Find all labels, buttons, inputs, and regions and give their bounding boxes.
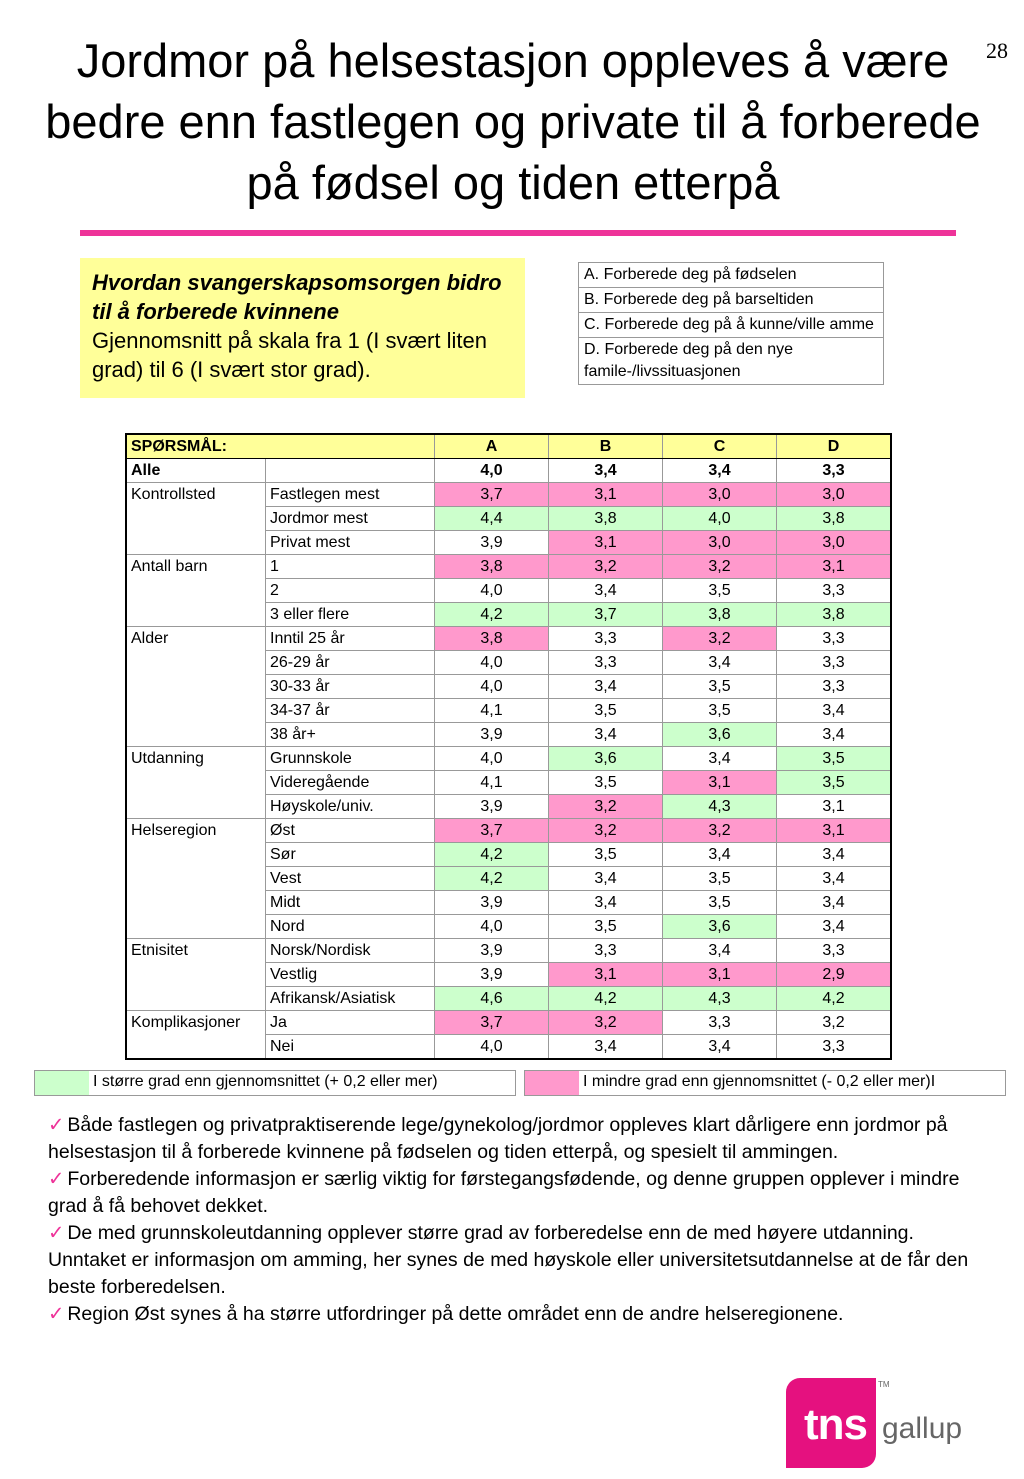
value-a: 4,0 xyxy=(435,651,549,675)
row-group xyxy=(126,675,266,699)
value-a: 4,0 xyxy=(435,675,549,699)
value-a: 3,9 xyxy=(435,531,549,555)
value-d: 3,8 xyxy=(777,507,892,531)
value-a: 3,7 xyxy=(435,819,549,843)
row-subgroup: Nei xyxy=(266,1035,435,1060)
definition-c: C. Forberede deg på å kunne/ville amme xyxy=(579,313,884,338)
value-d: 3,1 xyxy=(777,819,892,843)
value-c: 3,1 xyxy=(663,963,777,987)
value-d: 3,3 xyxy=(777,1035,892,1060)
value-b: 3,7 xyxy=(549,603,663,627)
table-header-row xyxy=(126,434,891,459)
value-b: 3,5 xyxy=(549,915,663,939)
value-a: 3,8 xyxy=(435,627,549,651)
table-row xyxy=(126,819,891,843)
value-d: 3,4 xyxy=(777,723,892,747)
table-row xyxy=(126,651,891,675)
logo-brand: tns xyxy=(804,1400,867,1449)
check-icon: ✓ xyxy=(48,1114,65,1136)
header-b: B xyxy=(549,434,663,459)
value-a: 4,0 xyxy=(435,579,549,603)
value-d: 2,9 xyxy=(777,963,892,987)
row-subgroup: Vestlig xyxy=(266,963,435,987)
row-group xyxy=(126,699,266,723)
bullet-item xyxy=(48,1112,988,1166)
row-group xyxy=(126,867,266,891)
value-c: 3,2 xyxy=(663,819,777,843)
row-group xyxy=(126,507,266,531)
value-a: 4,4 xyxy=(435,507,549,531)
value-a: 4,2 xyxy=(435,603,549,627)
title-divider xyxy=(80,230,956,236)
value-b: 3,2 xyxy=(549,819,663,843)
bullet-list xyxy=(48,1112,988,1328)
value-a: 4,2 xyxy=(435,843,549,867)
header-a: A xyxy=(435,434,549,459)
value-c: 3,8 xyxy=(663,603,777,627)
row-subgroup: Videregående xyxy=(266,771,435,795)
value-c: 3,0 xyxy=(663,483,777,507)
row-group xyxy=(126,915,266,939)
row-group: Utdanning xyxy=(126,747,266,771)
row-group: Etnisitet xyxy=(126,939,266,963)
value-b: 3,1 xyxy=(549,963,663,987)
bullet-item xyxy=(48,1166,988,1220)
check-icon: ✓ xyxy=(48,1168,65,1190)
value-c: 3,5 xyxy=(663,675,777,699)
table-row xyxy=(126,603,891,627)
value-a: 3,9 xyxy=(435,963,549,987)
value-d: 3,3 xyxy=(777,651,892,675)
table-row xyxy=(126,1035,891,1060)
results-table xyxy=(125,433,892,1060)
bullet-text: Både fastlegen og privatpraktiserende lege/gynekolog/jordmor oppleves klart dårligere enn jordmor på helsestasjon til å forberede kvinnene på fødselen og tiden etterpå, og spesielt til ammingen. xyxy=(48,1114,948,1163)
value-b: 3,4 xyxy=(549,867,663,891)
value-b: 3,1 xyxy=(549,483,663,507)
value-b: 3,3 xyxy=(549,627,663,651)
legend-pink-item xyxy=(524,1070,1006,1096)
value-c: 3,2 xyxy=(663,555,777,579)
row-group xyxy=(126,531,266,555)
value-b: 4,2 xyxy=(549,987,663,1011)
question-subtitle: Gjennomsnitt på skala fra 1 (I svært liten grad) til 6 (I svært stor grad). xyxy=(92,328,487,382)
all-label: Alle xyxy=(126,459,266,483)
value-c: 4,3 xyxy=(663,795,777,819)
table-row xyxy=(126,891,891,915)
row-subgroup: Jordmor mest xyxy=(266,507,435,531)
row-group xyxy=(126,963,266,987)
row-group xyxy=(126,795,266,819)
logo-trademark: TM xyxy=(878,1380,890,1389)
value-c: 3,3 xyxy=(663,1011,777,1035)
legend-green-swatch xyxy=(35,1071,89,1095)
value-c: 3,4 xyxy=(663,747,777,771)
table-row xyxy=(126,747,891,771)
value-b: 3,2 xyxy=(549,1011,663,1035)
value-a: 4,6 xyxy=(435,987,549,1011)
table-row xyxy=(126,579,891,603)
table-row xyxy=(126,555,891,579)
value-a: 3,8 xyxy=(435,555,549,579)
row-group xyxy=(126,771,266,795)
question-box xyxy=(80,258,525,398)
row-group xyxy=(126,723,266,747)
value-b: 3,2 xyxy=(549,795,663,819)
table-row xyxy=(126,723,891,747)
bullet-text: Region Øst synes å ha større utfordringer på dette området enn de andre helseregionene. xyxy=(67,1303,844,1325)
row-subgroup: Afrikansk/Asiatisk xyxy=(266,987,435,1011)
value-d: 3,1 xyxy=(777,555,892,579)
table-row xyxy=(126,1011,891,1035)
table-row xyxy=(126,531,891,555)
value-b: 3,5 xyxy=(549,699,663,723)
value-d: 3,3 xyxy=(777,939,892,963)
row-group xyxy=(126,603,266,627)
row-group xyxy=(126,987,266,1011)
value-c: 3,5 xyxy=(663,579,777,603)
value-c: 4,0 xyxy=(663,507,777,531)
logo-block xyxy=(786,1378,876,1468)
row-subgroup: Øst xyxy=(266,819,435,843)
value-b: 3,6 xyxy=(549,747,663,771)
value-b: 3,5 xyxy=(549,771,663,795)
all-value-b: 3,4 xyxy=(549,459,663,483)
row-subgroup: Midt xyxy=(266,891,435,915)
table-row xyxy=(126,699,891,723)
table-row xyxy=(126,483,891,507)
row-subgroup: Sør xyxy=(266,843,435,867)
value-a: 3,7 xyxy=(435,1011,549,1035)
legend-green-label: I større grad enn gjennomsnittet (+ 0,2 eller mer) xyxy=(93,1073,438,1090)
table-row xyxy=(126,915,891,939)
table-row xyxy=(126,507,891,531)
all-value-a: 4,0 xyxy=(435,459,549,483)
value-b: 3,4 xyxy=(549,675,663,699)
row-subgroup: 3 eller flere xyxy=(266,603,435,627)
row-subgroup: 34-37 år xyxy=(266,699,435,723)
value-d: 3,0 xyxy=(777,531,892,555)
value-c: 3,6 xyxy=(663,915,777,939)
page-number: 28 xyxy=(986,38,1008,63)
definition-d: D. Forberede deg på den nye famile-/livssituasjonen xyxy=(579,338,884,385)
all-value-c: 3,4 xyxy=(663,459,777,483)
value-b: 3,5 xyxy=(549,843,663,867)
table-row xyxy=(126,627,891,651)
definition-b: B. Forberede deg på barseltiden xyxy=(579,288,884,313)
check-icon: ✓ xyxy=(48,1222,65,1244)
value-d: 3,4 xyxy=(777,891,892,915)
row-subgroup: 38 år+ xyxy=(266,723,435,747)
value-c: 3,4 xyxy=(663,843,777,867)
row-group: Komplikasjoner xyxy=(126,1011,266,1035)
bullet-item xyxy=(48,1301,988,1328)
value-d: 3,4 xyxy=(777,699,892,723)
row-group xyxy=(126,579,266,603)
table-row xyxy=(126,843,891,867)
definition-a: A. Forberede deg på fødselen xyxy=(579,263,884,288)
value-c: 3,4 xyxy=(663,939,777,963)
value-c: 3,5 xyxy=(663,699,777,723)
page-title: Jordmor på helsestasjon oppleves å være bedre enn fastlegen og private til å forberede på fødsel og tiden etterpå xyxy=(45,34,981,209)
value-d: 3,3 xyxy=(777,627,892,651)
all-value-d: 3,3 xyxy=(777,459,892,483)
value-a: 4,0 xyxy=(435,1035,549,1060)
table-row xyxy=(126,939,891,963)
value-d: 3,5 xyxy=(777,747,892,771)
value-a: 3,9 xyxy=(435,939,549,963)
table-row xyxy=(126,795,891,819)
header-question: SPØRSMÅL: xyxy=(126,434,435,459)
legend-pink-swatch xyxy=(525,1071,579,1095)
tns-gallup-logo xyxy=(786,1378,966,1468)
row-subgroup: Vest xyxy=(266,867,435,891)
value-b: 3,3 xyxy=(549,939,663,963)
check-icon: ✓ xyxy=(48,1303,65,1325)
value-c: 3,5 xyxy=(663,891,777,915)
value-a: 3,9 xyxy=(435,795,549,819)
row-subgroup: Ja xyxy=(266,1011,435,1035)
value-a: 3,7 xyxy=(435,483,549,507)
value-b: 3,2 xyxy=(549,555,663,579)
value-a: 4,0 xyxy=(435,747,549,771)
value-a: 4,1 xyxy=(435,771,549,795)
row-subgroup: Nord xyxy=(266,915,435,939)
table-row xyxy=(126,987,891,1011)
row-subgroup: Inntil 25 år xyxy=(266,627,435,651)
row-subgroup: Privat mest xyxy=(266,531,435,555)
value-b: 3,4 xyxy=(549,723,663,747)
row-group xyxy=(126,651,266,675)
legend-green-item xyxy=(34,1070,516,1096)
value-c: 4,3 xyxy=(663,987,777,1011)
definitions-table xyxy=(578,262,884,385)
row-group xyxy=(126,843,266,867)
value-a: 3,9 xyxy=(435,723,549,747)
header-c: C xyxy=(663,434,777,459)
row-group: Kontrollsted xyxy=(126,483,266,507)
row-group: Antall barn xyxy=(126,555,266,579)
value-b: 3,4 xyxy=(549,579,663,603)
value-c: 3,1 xyxy=(663,771,777,795)
table-row xyxy=(126,675,891,699)
value-c: 3,5 xyxy=(663,867,777,891)
row-subgroup: 26-29 år xyxy=(266,651,435,675)
table-body xyxy=(126,459,891,1060)
value-c: 3,4 xyxy=(663,651,777,675)
value-d: 3,4 xyxy=(777,867,892,891)
row-group: Alder xyxy=(126,627,266,651)
value-d: 3,4 xyxy=(777,915,892,939)
value-b: 3,4 xyxy=(549,1035,663,1060)
row-subgroup: 30-33 år xyxy=(266,675,435,699)
row-subgroup: Norsk/Nordisk xyxy=(266,939,435,963)
row-subgroup: Høyskole/univ. xyxy=(266,795,435,819)
row-subgroup: Grunnskole xyxy=(266,747,435,771)
value-c: 3,4 xyxy=(663,1035,777,1060)
header-d: D xyxy=(777,434,892,459)
row-subgroup: Fastlegen mest xyxy=(266,483,435,507)
all-sub xyxy=(266,459,435,483)
value-c: 3,0 xyxy=(663,531,777,555)
value-a: 4,0 xyxy=(435,915,549,939)
value-a: 3,9 xyxy=(435,891,549,915)
value-d: 3,2 xyxy=(777,1011,892,1035)
value-a: 4,2 xyxy=(435,867,549,891)
row-group xyxy=(126,891,266,915)
table-row xyxy=(126,867,891,891)
row-subgroup: 1 xyxy=(266,555,435,579)
table-row xyxy=(126,771,891,795)
row-group: Helseregion xyxy=(126,819,266,843)
value-c: 3,2 xyxy=(663,627,777,651)
value-d: 3,8 xyxy=(777,603,892,627)
value-c: 3,6 xyxy=(663,723,777,747)
value-d: 3,1 xyxy=(777,795,892,819)
value-d: 3,3 xyxy=(777,675,892,699)
question-title: Hvordan svangerskapsomsorgen bidro til å forberede kvinnene xyxy=(92,270,502,324)
bullet-text: Forberedende informasjon er særlig viktig for førstegangsfødende, og denne gruppen opplever i mindre grad å få behovet dekket. xyxy=(48,1168,960,1217)
row-group xyxy=(126,1035,266,1060)
logo-sub: gallup xyxy=(882,1412,963,1445)
value-d: 3,3 xyxy=(777,579,892,603)
value-d: 3,5 xyxy=(777,771,892,795)
bullet-item xyxy=(48,1220,988,1301)
legend-pink-label: I mindre grad enn gjennomsnittet (- 0,2 eller mer)I xyxy=(583,1073,936,1090)
value-d: 3,0 xyxy=(777,483,892,507)
row-subgroup: 2 xyxy=(266,579,435,603)
value-d: 4,2 xyxy=(777,987,892,1011)
value-b: 3,1 xyxy=(549,531,663,555)
value-b: 3,8 xyxy=(549,507,663,531)
value-d: 3,4 xyxy=(777,843,892,867)
value-a: 4,1 xyxy=(435,699,549,723)
bullet-text: De med grunnskoleutdanning opplever større grad av forberedelse enn de med høyere utdanning. Unntaket er informasjon om amming, her synes de med høyskole eller universitetsutdannelse at de får den beste forberedelsen. xyxy=(48,1222,969,1298)
value-b: 3,4 xyxy=(549,891,663,915)
value-b: 3,3 xyxy=(549,651,663,675)
table-row xyxy=(126,963,891,987)
table-row-all xyxy=(126,459,891,483)
